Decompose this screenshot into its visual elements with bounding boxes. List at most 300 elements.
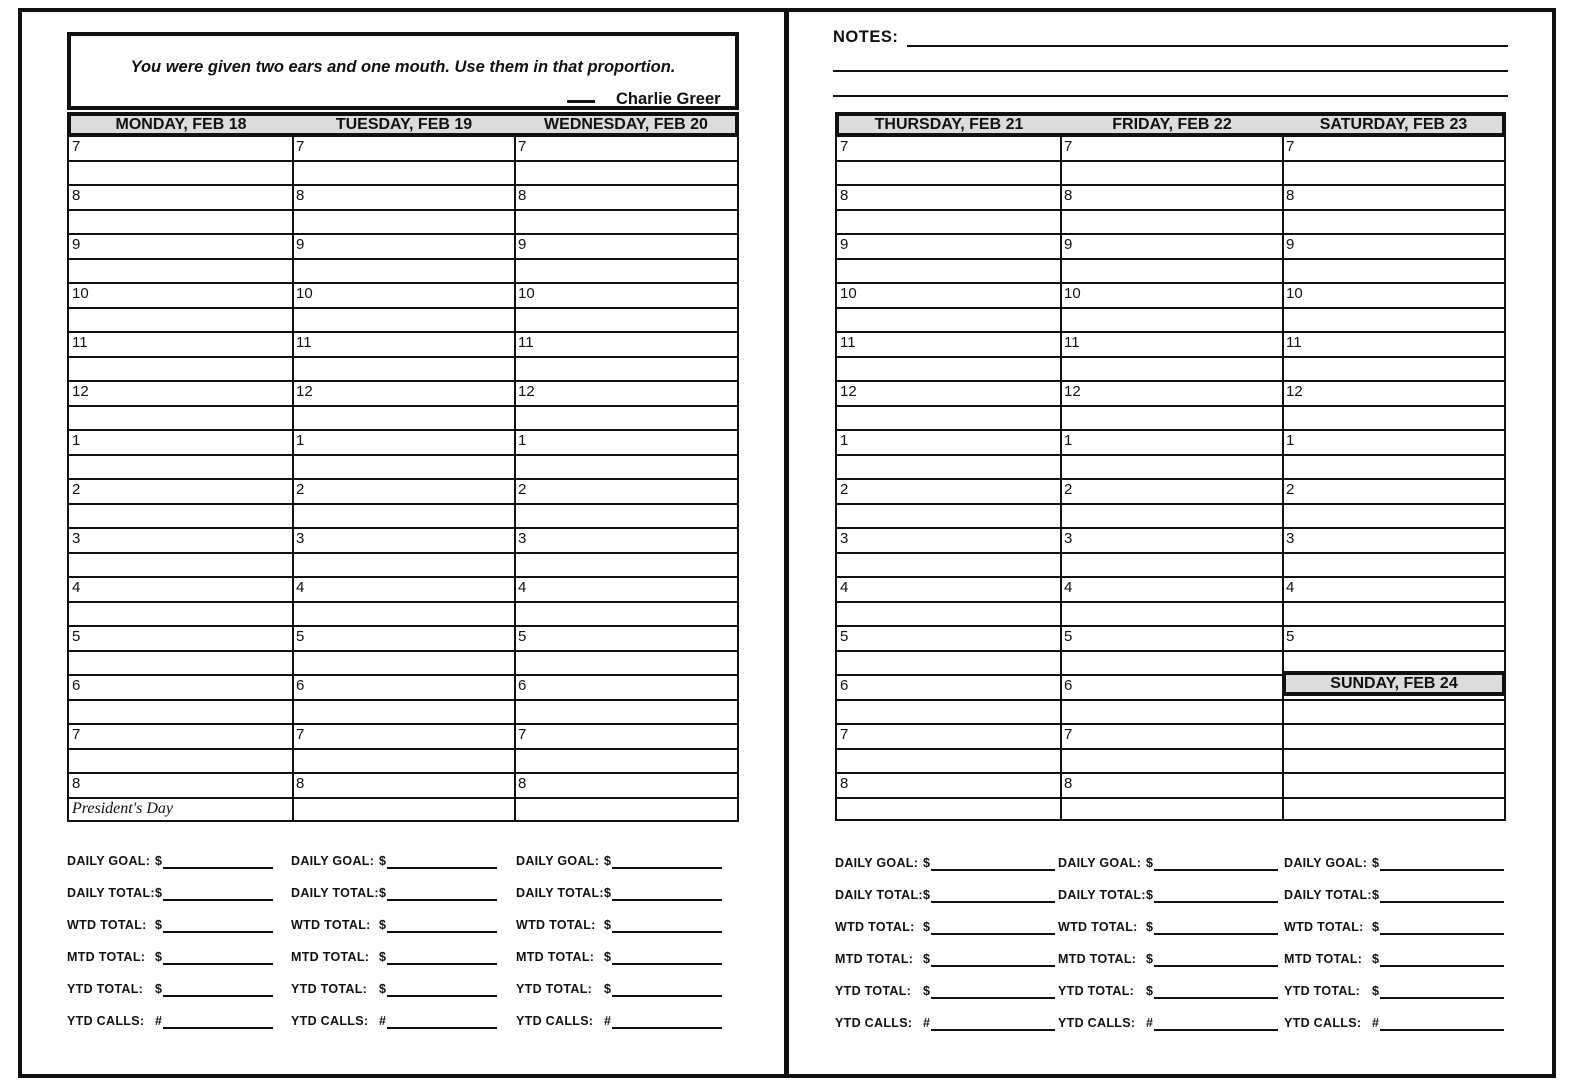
time-slot-cell[interactable]	[1061, 234, 1283, 259]
time-slot-cell[interactable]	[1283, 136, 1504, 161]
stat-field[interactable]	[291, 982, 498, 1002]
hour-label: 6	[840, 677, 849, 694]
time-slot-cell[interactable]	[1061, 675, 1283, 700]
time-slot-cell[interactable]	[515, 504, 737, 529]
stat-entry-line[interactable]	[931, 869, 1055, 871]
stat-symbol: $	[1372, 920, 1379, 934]
stat-field[interactable]	[291, 886, 498, 906]
hour-label: 1	[1064, 432, 1073, 449]
time-slot-cell[interactable]	[69, 553, 293, 578]
time-slot-cell[interactable]	[837, 626, 1061, 651]
stat-label: MTD TOTAL:	[67, 950, 146, 964]
time-slot-cell[interactable]	[1061, 332, 1283, 357]
time-slot-cell[interactable]	[69, 381, 293, 406]
stat-entry-line[interactable]	[1380, 1029, 1504, 1031]
time-slot-cell[interactable]	[837, 577, 1061, 602]
notes-line[interactable]	[833, 95, 1508, 97]
hour-label: 12	[518, 383, 535, 400]
stat-symbol: $	[155, 982, 162, 996]
stat-entry-line[interactable]	[163, 963, 273, 965]
hour-label: 8	[518, 775, 527, 792]
stat-entry-line[interactable]	[612, 963, 722, 965]
time-slot-cell[interactable]	[69, 773, 293, 798]
stat-entry-line[interactable]	[1154, 965, 1278, 967]
time-slot-cell[interactable]	[1061, 504, 1283, 529]
time-slot-cell[interactable]	[69, 259, 293, 284]
time-slot-cell[interactable]	[515, 675, 737, 700]
hour-label: 1	[1286, 432, 1295, 449]
stat-symbol: $	[1146, 920, 1153, 934]
stat-entry-line[interactable]	[1154, 869, 1278, 871]
stat-field[interactable]	[835, 984, 1057, 1004]
quote-box	[67, 32, 739, 110]
hour-label: 10	[1064, 285, 1081, 302]
stat-field[interactable]	[1284, 888, 1506, 908]
time-slot-cell[interactable]	[69, 161, 293, 186]
time-slot-cell[interactable]	[1061, 308, 1283, 333]
time-slot-cell[interactable]	[1061, 210, 1283, 235]
stat-symbol: $	[1372, 952, 1379, 966]
time-slot-cell[interactable]	[69, 504, 293, 529]
time-slot-cell[interactable]	[515, 381, 737, 406]
time-slot-cell[interactable]	[1061, 406, 1283, 431]
time-slot-cell[interactable]	[515, 283, 737, 308]
time-slot-cell[interactable]	[837, 234, 1061, 259]
hour-label: 11	[1064, 334, 1080, 351]
time-slot-cell[interactable]	[1061, 651, 1283, 676]
hour-label: 2	[840, 481, 849, 498]
time-slot-cell[interactable]	[293, 749, 515, 774]
time-slot-cell[interactable]	[837, 724, 1061, 749]
stat-symbol: $	[1372, 984, 1379, 998]
time-slot-cell[interactable]	[1283, 798, 1504, 823]
time-slot-cell[interactable]	[515, 455, 737, 480]
stat-entry-line[interactable]	[612, 995, 722, 997]
time-slot-cell[interactable]	[293, 161, 515, 186]
stat-entry-line[interactable]	[1380, 869, 1504, 871]
time-slot-cell[interactable]	[1061, 161, 1283, 186]
time-slot-cell[interactable]	[515, 749, 737, 774]
time-slot-cell[interactable]	[515, 406, 737, 431]
time-slot-cell[interactable]	[515, 724, 737, 749]
stat-symbol: $	[1146, 888, 1153, 902]
time-slot-cell[interactable]	[69, 700, 293, 725]
stat-field[interactable]	[516, 854, 723, 874]
stat-symbol: $	[923, 920, 930, 934]
time-slot-cell[interactable]	[1283, 308, 1504, 333]
time-slot-cell[interactable]	[837, 651, 1061, 676]
time-slot-cell[interactable]	[293, 675, 515, 700]
time-slot-cell[interactable]	[515, 430, 737, 455]
time-slot-cell[interactable]	[69, 455, 293, 480]
time-slot-cell[interactable]	[515, 798, 737, 823]
time-slot-cell[interactable]	[293, 504, 515, 529]
hour-label: 1	[518, 432, 527, 449]
time-slot-cell[interactable]	[837, 773, 1061, 798]
time-slot-cell[interactable]	[515, 161, 737, 186]
time-slot-cell[interactable]	[515, 553, 737, 578]
stat-entry-line[interactable]	[931, 901, 1055, 903]
stat-label: DAILY GOAL:	[1284, 856, 1368, 870]
stat-entry-line[interactable]	[163, 899, 273, 901]
time-slot-cell[interactable]	[293, 700, 515, 725]
time-slot-cell[interactable]	[837, 798, 1061, 823]
stat-field[interactable]	[835, 888, 1057, 908]
time-slot-cell[interactable]	[837, 479, 1061, 504]
time-slot-cell[interactable]	[837, 283, 1061, 308]
stat-entry-line[interactable]	[387, 995, 497, 997]
stat-entry-line[interactable]	[163, 995, 273, 997]
stat-field[interactable]	[67, 854, 274, 874]
time-slot-cell[interactable]	[293, 602, 515, 627]
time-slot-cell[interactable]	[69, 626, 293, 651]
time-slot-cell[interactable]	[69, 724, 293, 749]
stat-entry-line[interactable]	[387, 1027, 497, 1029]
time-slot-cell[interactable]	[837, 749, 1061, 774]
time-slot-cell[interactable]	[1061, 430, 1283, 455]
stat-symbol: $	[923, 952, 930, 966]
time-slot-cell[interactable]	[69, 308, 293, 333]
time-slot-cell[interactable]	[69, 528, 293, 553]
stat-entry-line[interactable]	[931, 997, 1055, 999]
time-slot-cell[interactable]	[293, 283, 515, 308]
time-slot-cell[interactable]	[1283, 700, 1504, 725]
stat-entry-line[interactable]	[612, 899, 722, 901]
time-slot-cell[interactable]	[293, 210, 515, 235]
hour-label: 9	[518, 236, 527, 253]
stat-label: DAILY TOTAL:	[516, 886, 604, 900]
time-slot-cell[interactable]	[293, 724, 515, 749]
time-slot-cell[interactable]	[69, 136, 293, 161]
time-slot-cell[interactable]	[293, 626, 515, 651]
time-slot-cell[interactable]	[1283, 455, 1504, 480]
time-slot-cell[interactable]	[837, 430, 1061, 455]
hour-label: 9	[1286, 236, 1295, 253]
hour-label: 7	[72, 726, 81, 743]
time-slot-cell[interactable]	[515, 700, 737, 725]
time-slot-cell[interactable]	[1283, 283, 1504, 308]
time-slot-cell[interactable]	[1061, 577, 1283, 602]
time-slot-cell[interactable]	[1283, 626, 1504, 651]
time-slot-cell[interactable]	[293, 479, 515, 504]
stat-field[interactable]	[1284, 856, 1506, 876]
time-slot-cell[interactable]	[69, 210, 293, 235]
time-slot-cell[interactable]	[837, 136, 1061, 161]
time-slot-cell[interactable]	[293, 357, 515, 382]
stat-entry-line[interactable]	[1380, 997, 1504, 999]
time-slot-cell[interactable]	[837, 675, 1061, 700]
stat-field[interactable]	[67, 918, 274, 938]
hour-label: 7	[72, 138, 81, 155]
time-slot-cell[interactable]	[1283, 406, 1504, 431]
time-slot-cell[interactable]	[293, 773, 515, 798]
stat-field[interactable]	[516, 982, 723, 1002]
left-week-grid	[67, 112, 739, 822]
time-slot-cell[interactable]	[1283, 185, 1504, 210]
time-slot-cell[interactable]	[69, 234, 293, 259]
stat-entry-line[interactable]	[931, 965, 1055, 967]
time-slot-cell[interactable]	[515, 528, 737, 553]
time-slot-cell[interactable]	[837, 308, 1061, 333]
stat-field[interactable]	[1058, 952, 1280, 972]
stat-entry-line[interactable]	[387, 899, 497, 901]
time-slot-cell[interactable]	[1061, 528, 1283, 553]
stat-label: WTD TOTAL:	[291, 918, 371, 932]
time-slot-cell[interactable]	[1283, 430, 1504, 455]
time-slot-cell[interactable]	[293, 651, 515, 676]
time-slot-cell[interactable]	[1061, 259, 1283, 284]
hour-label: 11	[1286, 334, 1302, 351]
sunday-header: SUNDAY, FEB 24	[1282, 671, 1506, 696]
time-slot-cell[interactable]	[69, 332, 293, 357]
stat-entry-line[interactable]	[163, 1027, 273, 1029]
time-slot-cell[interactable]	[515, 626, 737, 651]
time-slot-cell[interactable]	[1061, 798, 1283, 823]
time-slot-cell[interactable]	[293, 553, 515, 578]
stat-field[interactable]	[1058, 920, 1280, 940]
hour-label: 3	[518, 530, 527, 547]
time-slot-cell[interactable]	[293, 577, 515, 602]
stat-field[interactable]	[1284, 920, 1506, 940]
stat-label: DAILY GOAL:	[291, 854, 375, 868]
stat-entry-line[interactable]	[387, 931, 497, 933]
time-slot-cell[interactable]	[69, 577, 293, 602]
time-slot-cell[interactable]	[515, 234, 737, 259]
stat-field[interactable]	[516, 918, 723, 938]
time-slot-cell[interactable]	[1061, 749, 1283, 774]
hour-label: 3	[1286, 530, 1295, 547]
stat-label: YTD CALLS:	[291, 1014, 369, 1028]
time-slot-cell[interactable]	[1061, 724, 1283, 749]
time-slot-cell[interactable]	[1061, 553, 1283, 578]
hour-label: 8	[1286, 187, 1295, 204]
stat-field[interactable]	[1058, 1016, 1280, 1036]
stat-field[interactable]	[291, 854, 498, 874]
time-slot-cell[interactable]	[1283, 381, 1504, 406]
time-slot-cell[interactable]	[1283, 504, 1504, 529]
time-slot-cell[interactable]	[837, 161, 1061, 186]
time-slot-cell[interactable]	[1061, 185, 1283, 210]
time-slot-cell[interactable]	[837, 455, 1061, 480]
hour-label: 9	[1064, 236, 1073, 253]
holiday-note: President's Day	[72, 799, 174, 817]
stat-field[interactable]	[516, 950, 723, 970]
stat-entry-line[interactable]	[612, 931, 722, 933]
time-slot-cell[interactable]	[515, 651, 737, 676]
time-slot-cell[interactable]	[293, 136, 515, 161]
time-slot-cell[interactable]	[1283, 161, 1504, 186]
time-slot-cell[interactable]	[1061, 357, 1283, 382]
time-slot-cell[interactable]	[1061, 283, 1283, 308]
time-slot-cell[interactable]	[1283, 749, 1504, 774]
hour-label: 7	[840, 138, 849, 155]
time-slot-cell[interactable]	[293, 528, 515, 553]
time-slot-cell[interactable]	[1283, 528, 1504, 553]
stat-label: YTD CALLS:	[1058, 1016, 1136, 1030]
time-slot-cell[interactable]	[1283, 602, 1504, 627]
time-slot-cell[interactable]	[1061, 136, 1283, 161]
stat-label: DAILY GOAL:	[67, 854, 151, 868]
stat-entry-line[interactable]	[612, 1027, 722, 1029]
time-slot-cell[interactable]	[293, 234, 515, 259]
time-slot-cell[interactable]	[837, 259, 1061, 284]
stat-entry-line[interactable]	[1380, 901, 1504, 903]
time-slot-cell[interactable]	[69, 185, 293, 210]
quote-text: You were given two ears and one mouth. Use them in that proportion.	[130, 58, 676, 76]
time-slot-cell[interactable]	[1283, 357, 1504, 382]
time-slot-cell[interactable]	[515, 773, 737, 798]
stat-symbol: #	[923, 1016, 930, 1030]
time-slot-cell[interactable]	[1061, 381, 1283, 406]
time-slot-cell[interactable]	[837, 210, 1061, 235]
time-slot-cell[interactable]	[1283, 577, 1504, 602]
time-slot-cell[interactable]	[293, 430, 515, 455]
stat-field[interactable]	[1284, 1016, 1506, 1036]
stat-entry-line[interactable]	[1154, 997, 1278, 999]
time-slot-cell[interactable]	[837, 357, 1061, 382]
time-slot-cell[interactable]	[515, 259, 737, 284]
stat-field[interactable]	[1284, 984, 1506, 1004]
time-slot-cell[interactable]	[293, 332, 515, 357]
time-slot-cell[interactable]	[515, 479, 737, 504]
time-slot-cell[interactable]	[69, 749, 293, 774]
stat-label: YTD CALLS:	[516, 1014, 594, 1028]
time-slot-cell[interactable]	[293, 308, 515, 333]
stat-symbol: $	[604, 950, 611, 964]
time-slot-cell[interactable]	[69, 406, 293, 431]
time-slot-cell[interactable]	[837, 504, 1061, 529]
stat-field[interactable]	[67, 886, 274, 906]
time-slot-cell[interactable]	[69, 357, 293, 382]
stat-entry-line[interactable]	[1154, 1029, 1278, 1031]
stat-field[interactable]	[835, 952, 1057, 972]
time-slot-cell[interactable]	[69, 479, 293, 504]
stat-field[interactable]	[835, 920, 1057, 940]
stat-entry-line[interactable]	[163, 931, 273, 933]
hour-label: 1	[72, 432, 81, 449]
time-slot-cell[interactable]	[1283, 479, 1504, 504]
day-header-label: FRIDAY, FEB 22	[1112, 116, 1232, 133]
stat-field[interactable]	[835, 856, 1057, 876]
hour-label: 4	[1064, 579, 1073, 596]
time-slot-cell[interactable]	[837, 185, 1061, 210]
day-header-row	[67, 112, 739, 137]
stat-entry-line[interactable]	[612, 867, 722, 869]
time-slot-cell[interactable]	[293, 259, 515, 284]
time-slot-cell[interactable]	[515, 357, 737, 382]
time-slot-cell[interactable]	[1283, 332, 1504, 357]
stat-field[interactable]	[516, 1014, 723, 1034]
time-slot-cell[interactable]	[293, 406, 515, 431]
stat-entry-line[interactable]	[1154, 901, 1278, 903]
day-header-row	[835, 112, 1506, 137]
stat-label: DAILY TOTAL:	[291, 886, 379, 900]
stat-field[interactable]	[1284, 952, 1506, 972]
time-slot-cell[interactable]	[69, 675, 293, 700]
time-slot-cell[interactable]	[1283, 234, 1504, 259]
time-slot-cell[interactable]	[515, 136, 737, 161]
stat-entry-line[interactable]	[1380, 933, 1504, 935]
stat-entry-line[interactable]	[931, 1029, 1055, 1031]
stat-field[interactable]	[1058, 984, 1280, 1004]
time-slot-cell[interactable]	[1061, 602, 1283, 627]
stat-entry-line[interactable]	[387, 867, 497, 869]
time-slot-cell[interactable]	[1283, 259, 1504, 284]
hour-label: 11	[72, 334, 88, 351]
stat-entry-line[interactable]	[931, 933, 1055, 935]
stat-symbol: $	[1372, 856, 1379, 870]
time-slot-cell[interactable]	[837, 553, 1061, 578]
stat-symbol: $	[604, 854, 611, 868]
time-slot-cell[interactable]	[837, 700, 1061, 725]
stat-field[interactable]	[291, 918, 498, 938]
time-slot-cell[interactable]	[1061, 626, 1283, 651]
time-slot-cell[interactable]	[515, 210, 737, 235]
stat-field[interactable]	[516, 886, 723, 906]
time-slot-cell[interactable]	[515, 332, 737, 357]
time-slot-cell[interactable]	[515, 185, 737, 210]
stat-entry-line[interactable]	[1380, 965, 1504, 967]
stat-field[interactable]	[67, 982, 274, 1002]
stat-field[interactable]	[835, 1016, 1057, 1036]
time-slot-cell[interactable]	[837, 602, 1061, 627]
hour-label: 10	[72, 285, 89, 302]
time-slot-cell[interactable]	[837, 406, 1061, 431]
time-slot-cell[interactable]	[293, 381, 515, 406]
hour-label: 5	[1064, 628, 1073, 645]
time-slot-cell[interactable]	[1061, 479, 1283, 504]
day-header-label: MONDAY, FEB 18	[115, 116, 247, 133]
time-slot-cell[interactable]	[293, 455, 515, 480]
stat-entry-line[interactable]	[163, 867, 273, 869]
stat-entry-line[interactable]	[1154, 933, 1278, 935]
stat-entry-line[interactable]	[387, 963, 497, 965]
time-slot-cell[interactable]	[837, 528, 1061, 553]
time-slot-cell[interactable]	[1283, 773, 1504, 798]
hour-label: 8	[296, 187, 305, 204]
notes-line[interactable]	[833, 70, 1508, 72]
time-slot-cell[interactable]	[837, 332, 1061, 357]
stat-field[interactable]	[1058, 856, 1280, 876]
notes-line[interactable]	[907, 45, 1508, 47]
time-slot-cell[interactable]	[1283, 553, 1504, 578]
stat-field[interactable]	[67, 950, 274, 970]
time-slot-cell[interactable]	[1061, 455, 1283, 480]
time-slot-cell[interactable]	[293, 798, 515, 823]
time-slot-cell[interactable]	[1061, 700, 1283, 725]
time-slot-cell[interactable]	[293, 185, 515, 210]
time-slot-cell[interactable]	[69, 651, 293, 676]
time-slot-cell[interactable]	[69, 283, 293, 308]
time-slot-cell[interactable]	[1283, 724, 1504, 749]
time-slot-cell[interactable]	[515, 577, 737, 602]
time-slot-cell[interactable]	[837, 381, 1061, 406]
time-slot-cell[interactable]	[69, 430, 293, 455]
stat-field[interactable]	[67, 1014, 274, 1034]
time-slot-cell[interactable]	[515, 308, 737, 333]
stat-symbol: $	[604, 886, 611, 900]
time-slot-cell[interactable]	[1283, 210, 1504, 235]
stat-field[interactable]	[291, 1014, 498, 1034]
time-slot-cell[interactable]	[69, 602, 293, 627]
stat-label: YTD CALLS:	[67, 1014, 145, 1028]
time-slot-cell[interactable]	[1061, 773, 1283, 798]
stat-field[interactable]	[291, 950, 498, 970]
hour-label: 7	[296, 138, 305, 155]
stat-label: YTD TOTAL:	[1284, 984, 1361, 998]
time-slot-cell[interactable]	[515, 602, 737, 627]
stat-field[interactable]	[1058, 888, 1280, 908]
